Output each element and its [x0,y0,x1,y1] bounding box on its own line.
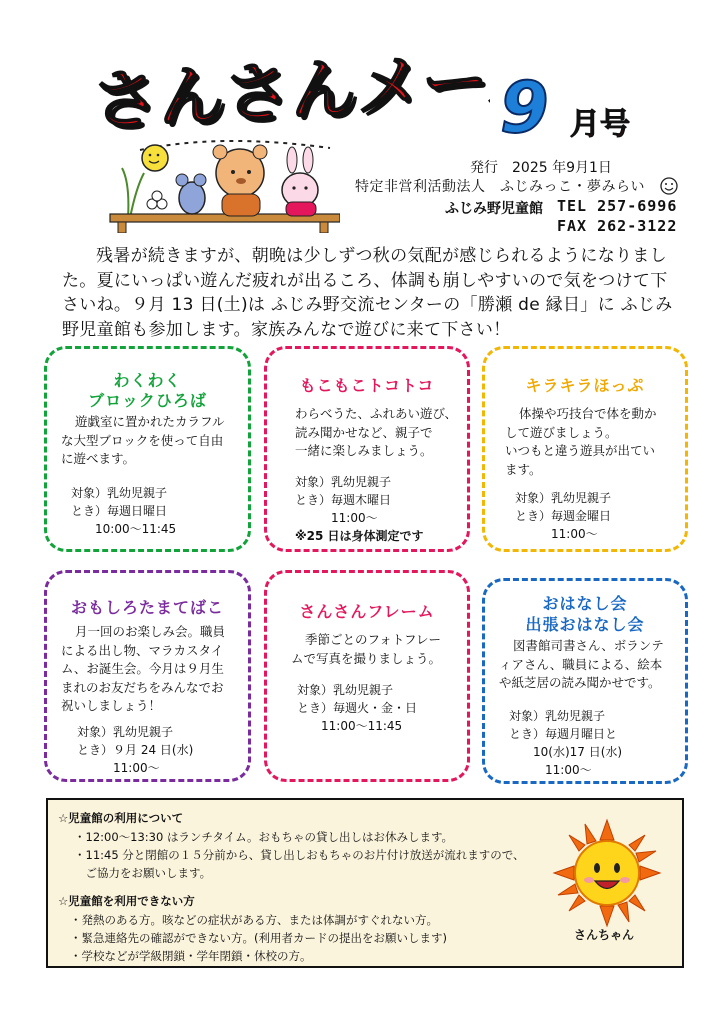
card-body-line: ます。 [505,461,542,477]
card-meta-line: 対象）乳幼児親子 [77,725,174,739]
newsletter-title [90,40,490,140]
card-title: おもしろたまてばこ [70,598,224,617]
card-meta [509,707,622,779]
mouse-character [179,182,205,214]
center-name: ふじみ野児童館 [445,201,543,217]
card-meta-line: 11:00〜 [295,511,378,525]
notice-item: ・発熱のある方。咳などの症状がある方、または体調がすぐれない方。 [70,913,438,927]
activity-card-frame [264,570,470,782]
fax-number: FAX 262-3122 [557,217,678,235]
card-meta-line: 11:00〜11:45 [297,719,403,733]
card-meta [515,489,611,543]
card-body-line: して遊びましょう。 [505,424,618,440]
card-meta-note: ※25 日は身体測定です [295,529,424,543]
card-meta-line: 10:00〜11:45 [71,522,177,536]
tel-number: TEL 257-6996 [557,197,678,215]
card-body-line: 図書館司書さん、ボランテ [513,638,664,653]
card-meta-line: 対象）乳幼児親子 [509,709,606,723]
card-meta [297,681,417,735]
card-body-line: や紙芝居の読み聞かせです。 [499,675,661,690]
card-body [295,405,457,461]
card-title: キラキラほっぷ [525,376,645,395]
card-title: さんさんフレーム [299,602,435,621]
notice-item: ・12:00〜13:30 はランチタイム。おもちゃの貸し出しはお休みします。 [74,830,454,844]
activity-card-block-plaza [44,346,251,552]
card-body-line: 体操や巧技台で体を動か [519,406,657,421]
card-title: もこもこトコトコ [299,376,435,395]
issue-date: 発行 2025 年9月1日 [470,160,612,176]
card-title-line: おはなし会 [542,594,628,613]
card-meta [295,473,424,545]
card-body [505,405,657,479]
card-body [291,631,441,668]
card-meta-line: 10(水)17 日(水) [509,745,623,759]
card-title [485,593,685,635]
card-body-line: ィアさん、職員による、絵本 [499,656,663,672]
card-body [61,623,225,716]
card-meta [71,484,176,538]
card-meta-line: 対象）乳幼児親子 [295,475,392,489]
card-body-line: ムで写真を撮りましょう。 [291,650,442,666]
moon-icon [142,145,168,171]
card-body-line: 季節ごとのフォトフレー [305,632,442,647]
card-body-line: 祝いしましょう！ [61,698,162,713]
notice-heading-restrictions: ☆児童館を利用できない方 [58,894,195,908]
card-title-line: 出張おはなし会 [525,615,645,634]
card-body-line: による出し物、マラカスタイ [61,642,224,658]
notice-item: ご協力をお願いします。 [74,866,212,880]
card-meta-line: 11:00〜 [509,763,592,777]
card-title-line: わくわく [113,371,182,390]
activity-card-mokomoko [264,346,470,552]
smile-icon [660,177,678,195]
intro-paragraph: 残暑が続きますが、朝晩は少しずつ秋の気配が感じられるようになりました。夏にいっぱい遊んだ疲れが出るころ、体調も崩しやすいので気をつけて下さいね。９月 13 日(土)は ふじみ野交流センターの「勝瀬 de 縁日」に ふじみ野児童館も参加します。家族みんなで遊びに来て下さい！ [62,246,673,340]
card-meta-line: とき）毎週金曜日 [515,509,612,523]
card-body-line: いつもと違う遊具が出てい [505,443,656,458]
title-text: さんさんメール [90,40,490,140]
card-meta-line: 対象）乳幼児親子 [515,491,612,505]
card-body-line: 月一回のお楽しみ会。職員 [75,624,226,639]
card-meta-line: 11:00〜 [515,527,598,541]
title-shadow: さんさんメール [94,43,490,140]
card-meta [77,723,193,777]
card-body-line: 読み聞かせなど、親子で [295,424,433,440]
card-meta-line: とき）９月 24 日(水) [77,743,194,757]
card-meta-line: とき）毎週木曜日 [295,493,392,507]
card-body [61,413,225,469]
card-meta-line: 対象）乳幼児親子 [297,683,394,697]
card-body-line: 遊戯室に置かれたカラフル [75,414,225,429]
card-meta-line: とき）毎週火・金・日 [297,701,418,715]
card-meta-line: 11:00〜 [77,761,160,775]
month-number: 9 [500,72,549,149]
card-body-line: な大型ブロックを使って自由 [61,432,224,448]
card-body-line: 一緒に楽しみましょう。 [295,443,433,458]
notice-item: ・11:45 分と閉館の１５分前から、貸し出しおもちゃのお片付け放送が流れますので、 [74,848,525,862]
card-meta-line: とき）毎週日曜日 [71,504,168,518]
activity-card-tamatebako [44,570,251,782]
card-title-line: ブロックひろば [88,391,207,410]
organization-name: 特定非営利活動法人 ふじみっこ・夢みらい [355,179,645,195]
card-meta-line: 対象）乳幼児親子 [71,486,168,500]
month-suffix: 月号 [570,107,630,142]
card-body-line: に遊べます。 [61,451,136,466]
notice-item: ・緊急連絡先の確認ができない方。(利用者カードの提出をお願いします) [70,931,447,945]
card-body-line: ム、お誕生会。今月は９月生 [61,661,224,676]
sun-mascot-icon [552,818,662,928]
card-meta-line: とき）毎週月曜日と [509,727,618,741]
notice-item: ・学校などが学級閉鎖・学年閉鎖・休校の方。 [70,949,312,963]
activity-card-kirakira [482,346,688,552]
notice-heading-usage: ☆児童館の利用について [58,811,184,825]
card-title [47,371,248,411]
activity-card-storytime [482,578,688,784]
mascot-name: さんちゃん [574,928,635,942]
moon-viewing-illustration [100,128,340,233]
card-body-line: まれのお友だちをみんなでお [61,679,224,695]
card-body [499,637,664,693]
month-badge [492,72,672,152]
card-body-line: わらべうた、ふれあい遊び、 [295,406,458,421]
